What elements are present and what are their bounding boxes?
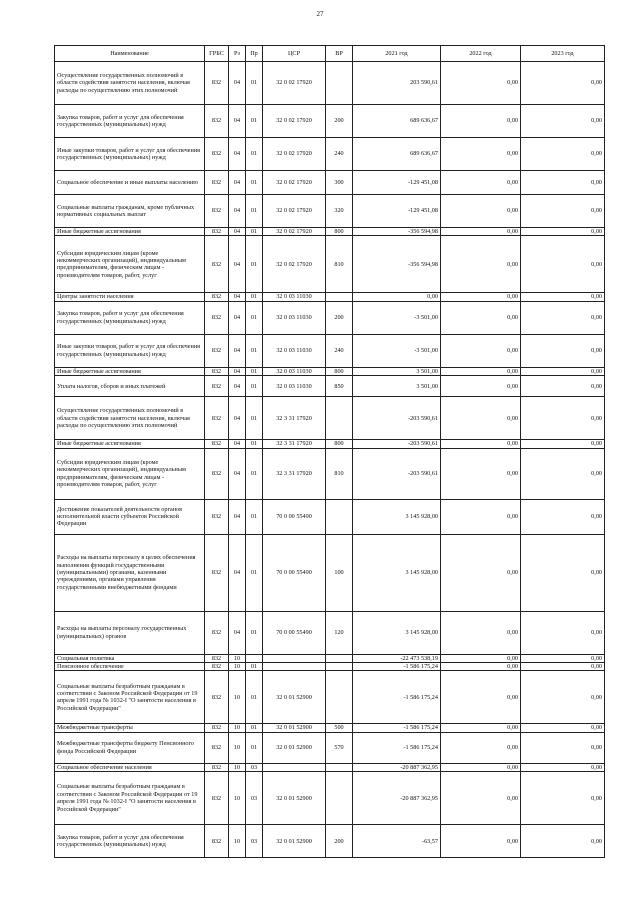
cell-grbs: 832 <box>205 334 229 367</box>
cell-rz: 04 <box>229 293 246 301</box>
cell-grbs: 832 <box>205 499 229 534</box>
cell-2023: 0,00 <box>521 376 605 397</box>
table-row <box>55 195 605 228</box>
cell-rz: 10 <box>229 825 246 858</box>
cell-vr: 100 <box>326 534 353 611</box>
cell-2022: 0,00 <box>441 654 521 662</box>
cell-pr: 01 <box>246 448 263 499</box>
cell-grbs: 832 <box>205 138 229 171</box>
cell-2021: -22 473 538,19 <box>353 654 441 662</box>
cell-2022: 0,00 <box>441 236 521 293</box>
table-row <box>55 171 605 195</box>
cell-2022: 0,00 <box>441 440 521 448</box>
cell-2022: 0,00 <box>441 825 521 858</box>
cell-name: Закупка товаров, работ и услуг для обеспечения государственных (муниципальных) нужд <box>55 105 205 138</box>
cell-name: Социальная политика <box>55 654 205 662</box>
cell-grbs: 832 <box>205 772 229 825</box>
cell-rz: 04 <box>229 611 246 654</box>
cell-csr: 32 0 02 17920 <box>263 195 326 228</box>
cell-grbs: 832 <box>205 724 229 732</box>
cell-name: Иные бюджетные ассигнования <box>55 440 205 448</box>
cell-2022: 0,00 <box>441 397 521 440</box>
cell-2022: 0,00 <box>441 763 521 771</box>
cell-grbs: 832 <box>205 301 229 334</box>
table-row <box>55 397 605 440</box>
cell-rz: 04 <box>229 62 246 105</box>
cell-rz: 10 <box>229 763 246 771</box>
cell-vr: 810 <box>326 448 353 499</box>
cell-pr: 01 <box>246 293 263 301</box>
col-header-2022: 2022 год <box>441 46 521 62</box>
cell-vr: 320 <box>326 195 353 228</box>
cell-rz: 10 <box>229 654 246 662</box>
cell-pr: 01 <box>246 499 263 534</box>
cell-vr: 200 <box>326 825 353 858</box>
cell-vr: 120 <box>326 611 353 654</box>
cell-rz: 04 <box>229 534 246 611</box>
cell-grbs: 832 <box>205 732 229 763</box>
cell-pr: 01 <box>246 138 263 171</box>
cell-vr <box>326 397 353 440</box>
cell-2021: -1 586 175,24 <box>353 732 441 763</box>
cell-grbs: 832 <box>205 62 229 105</box>
table-row <box>55 440 605 448</box>
cell-pr: 03 <box>246 825 263 858</box>
cell-name: Пенсионное обеспечение <box>55 663 205 671</box>
cell-name: Центры занятости населения <box>55 293 205 301</box>
cell-pr: 01 <box>246 724 263 732</box>
cell-name: Социальное обеспечение и иные выплаты населению <box>55 171 205 195</box>
cell-2021: -3 501,00 <box>353 334 441 367</box>
cell-grbs: 832 <box>205 376 229 397</box>
table-row <box>55 671 605 724</box>
cell-2023: 0,00 <box>521 825 605 858</box>
cell-csr <box>263 663 326 671</box>
cell-grbs: 832 <box>205 534 229 611</box>
cell-2023: 0,00 <box>521 671 605 724</box>
cell-grbs: 832 <box>205 611 229 654</box>
cell-2021: -356 594,98 <box>353 236 441 293</box>
cell-vr: 800 <box>326 440 353 448</box>
cell-2023: 0,00 <box>521 138 605 171</box>
cell-name: Иные закупки товаров, работ и услуг для обеспечения государственных (муниципальных) нужд <box>55 138 205 171</box>
cell-vr <box>326 62 353 105</box>
budget-table <box>54 45 605 858</box>
cell-grbs: 832 <box>205 228 229 236</box>
table-row <box>55 654 605 662</box>
cell-name: Уплата налогов, сборов и иных платежей <box>55 376 205 397</box>
cell-2023: 0,00 <box>521 732 605 763</box>
cell-rz: 04 <box>229 236 246 293</box>
cell-csr <box>263 763 326 771</box>
cell-vr <box>326 763 353 771</box>
cell-pr <box>246 654 263 662</box>
cell-csr: 32 0 01 52900 <box>263 772 326 825</box>
cell-2023: 0,00 <box>521 228 605 236</box>
cell-pr: 01 <box>246 671 263 724</box>
cell-pr: 01 <box>246 171 263 195</box>
cell-grbs: 832 <box>205 663 229 671</box>
cell-csr: 70 0 00 55490 <box>263 611 326 654</box>
cell-2021: 3 145 928,00 <box>353 534 441 611</box>
table-row <box>55 763 605 771</box>
cell-vr <box>326 293 353 301</box>
cell-2023: 0,00 <box>521 663 605 671</box>
cell-2023: 0,00 <box>521 105 605 138</box>
cell-rz: 04 <box>229 105 246 138</box>
cell-csr: 70 0 00 55490 <box>263 534 326 611</box>
cell-2023: 0,00 <box>521 440 605 448</box>
table-row <box>55 301 605 334</box>
cell-vr <box>326 671 353 724</box>
cell-csr: 32 0 02 17920 <box>263 228 326 236</box>
cell-2022: 0,00 <box>441 376 521 397</box>
cell-pr: 01 <box>246 105 263 138</box>
cell-grbs: 832 <box>205 397 229 440</box>
cell-pr: 01 <box>246 236 263 293</box>
col-header-rz: Рз <box>229 46 246 62</box>
cell-vr: 240 <box>326 334 353 367</box>
cell-2023: 0,00 <box>521 724 605 732</box>
cell-grbs: 832 <box>205 293 229 301</box>
cell-name: Закупка товаров, работ и услуг для обеспечения государственных (муниципальных) нужд <box>55 825 205 858</box>
cell-2022: 0,00 <box>441 171 521 195</box>
cell-csr: 32 3 31 17920 <box>263 448 326 499</box>
page-number: 27 <box>316 10 324 18</box>
table-row <box>55 611 605 654</box>
cell-2021: -20 887 362,95 <box>353 772 441 825</box>
cell-2021: -1 586 175,24 <box>353 724 441 732</box>
cell-2023: 0,00 <box>521 654 605 662</box>
cell-vr: 570 <box>326 732 353 763</box>
col-header-name: Наименование <box>55 46 205 62</box>
cell-pr: 01 <box>246 62 263 105</box>
table-row <box>55 138 605 171</box>
cell-name: Межбюджетные трансферты <box>55 724 205 732</box>
cell-csr: 32 0 03 11030 <box>263 334 326 367</box>
cell-2023: 0,00 <box>521 334 605 367</box>
cell-csr: 32 0 03 11030 <box>263 376 326 397</box>
cell-2023: 0,00 <box>521 397 605 440</box>
cell-pr: 01 <box>246 195 263 228</box>
cell-rz: 10 <box>229 663 246 671</box>
cell-name: Иные бюджетные ассигнования <box>55 367 205 375</box>
cell-pr: 01 <box>246 440 263 448</box>
cell-csr: 32 0 01 52900 <box>263 732 326 763</box>
table-row <box>55 772 605 825</box>
table-row <box>55 724 605 732</box>
cell-2023: 0,00 <box>521 763 605 771</box>
cell-grbs: 832 <box>205 195 229 228</box>
cell-csr: 32 0 03 11030 <box>263 367 326 375</box>
cell-grbs: 832 <box>205 105 229 138</box>
cell-2021: -356 594,98 <box>353 228 441 236</box>
cell-csr <box>263 654 326 662</box>
cell-2023: 0,00 <box>521 195 605 228</box>
cell-2022: 0,00 <box>441 772 521 825</box>
cell-2022: 0,00 <box>441 611 521 654</box>
cell-name: Субсидии юридическим лицам (кроме некоммерческих организаций), индивидуальным предпринимателям, физическим лицам - производителям товаров, работ, услуг <box>55 448 205 499</box>
cell-2022: 0,00 <box>441 228 521 236</box>
cell-rz: 10 <box>229 772 246 825</box>
cell-name: Осуществление государственных полномочий в области содействия занятости населения, включая расходы по осуществлению этих полномочий <box>55 62 205 105</box>
cell-vr <box>326 663 353 671</box>
table-row <box>55 376 605 397</box>
cell-csr: 32 0 02 17920 <box>263 62 326 105</box>
cell-rz: 10 <box>229 732 246 763</box>
table-row <box>55 334 605 367</box>
cell-name: Осуществление государственных полномочий в области содействия занятости населения, включая расходы по осуществлению этих полномочий <box>55 397 205 440</box>
cell-name: Социальные выплаты безработным гражданам в соответствии с Законом Российской Федерации от 19 апреля 1991 года № 1032-I "О занятости населения в Российской Федерации" <box>55 772 205 825</box>
cell-vr: 240 <box>326 138 353 171</box>
table-row <box>55 105 605 138</box>
table-row <box>55 663 605 671</box>
cell-grbs: 832 <box>205 236 229 293</box>
cell-grbs: 832 <box>205 367 229 375</box>
cell-name: Достижение показателей деятельности органов исполнительной власти субъектов Российской Федерации <box>55 499 205 534</box>
col-header-pr: Пр <box>246 46 263 62</box>
table-row <box>55 534 605 611</box>
cell-pr: 01 <box>246 732 263 763</box>
cell-pr: 01 <box>246 228 263 236</box>
cell-name: Социальное обеспечение населения <box>55 763 205 771</box>
cell-grbs: 832 <box>205 440 229 448</box>
cell-rz: 10 <box>229 724 246 732</box>
cell-rz: 04 <box>229 334 246 367</box>
cell-2021: 3 145 928,00 <box>353 499 441 534</box>
cell-2022: 0,00 <box>441 724 521 732</box>
table-body <box>55 62 605 858</box>
cell-2021: -20 887 362,95 <box>353 763 441 771</box>
cell-vr <box>326 772 353 825</box>
cell-2021: 3 501,00 <box>353 367 441 375</box>
cell-name: Социальные выплаты гражданам, кроме публичных нормативных социальных выплат <box>55 195 205 228</box>
cell-2022: 0,00 <box>441 499 521 534</box>
cell-rz: 04 <box>229 195 246 228</box>
cell-2022: 0,00 <box>441 534 521 611</box>
cell-pr: 01 <box>246 534 263 611</box>
cell-vr: 800 <box>326 367 353 375</box>
cell-rz: 04 <box>229 376 246 397</box>
cell-vr: 200 <box>326 105 353 138</box>
cell-rz: 04 <box>229 440 246 448</box>
cell-rz: 04 <box>229 448 246 499</box>
cell-vr: 500 <box>326 724 353 732</box>
cell-2021: -203 590,61 <box>353 448 441 499</box>
cell-grbs: 832 <box>205 448 229 499</box>
cell-2023: 0,00 <box>521 611 605 654</box>
cell-name: Закупка товаров, работ и услуг для обеспечения государственных (муниципальных) нужд <box>55 301 205 334</box>
col-header-csr: ЦСР <box>263 46 326 62</box>
cell-csr: 32 0 01 52900 <box>263 724 326 732</box>
col-header-grbs: ГРБС <box>205 46 229 62</box>
cell-2021: 3 145 928,00 <box>353 611 441 654</box>
cell-csr: 32 0 02 17920 <box>263 105 326 138</box>
cell-2022: 0,00 <box>441 301 521 334</box>
table-row <box>55 732 605 763</box>
cell-2023: 0,00 <box>521 499 605 534</box>
cell-2021: -1 586 175,24 <box>353 671 441 724</box>
cell-grbs: 832 <box>205 671 229 724</box>
col-header-2021: 2021 год <box>353 46 441 62</box>
cell-2021: 0,00 <box>353 293 441 301</box>
table-header-row <box>55 46 605 62</box>
cell-rz: 04 <box>229 301 246 334</box>
cell-grbs: 832 <box>205 825 229 858</box>
cell-2022: 0,00 <box>441 367 521 375</box>
cell-csr: 32 0 01 52900 <box>263 825 326 858</box>
col-header-2023: 2023 год <box>521 46 605 62</box>
cell-pr: 01 <box>246 397 263 440</box>
cell-pr: 01 <box>246 611 263 654</box>
cell-2022: 0,00 <box>441 671 521 724</box>
cell-2021: 3 501,00 <box>353 376 441 397</box>
cell-2021: -129 451,08 <box>353 195 441 228</box>
cell-2023: 0,00 <box>521 236 605 293</box>
cell-pr: 01 <box>246 367 263 375</box>
cell-2021: -203 590,61 <box>353 397 441 440</box>
cell-vr <box>326 499 353 534</box>
cell-2023: 0,00 <box>521 448 605 499</box>
cell-2021: -3 501,00 <box>353 301 441 334</box>
table-row <box>55 62 605 105</box>
cell-2021: 689 636,67 <box>353 138 441 171</box>
cell-2021: 203 590,61 <box>353 62 441 105</box>
cell-name: Иные закупки товаров, работ и услуг для обеспечения государственных (муниципальных) нужд <box>55 334 205 367</box>
cell-grbs: 832 <box>205 171 229 195</box>
cell-rz: 04 <box>229 397 246 440</box>
cell-2023: 0,00 <box>521 534 605 611</box>
cell-2021: -203 590,61 <box>353 440 441 448</box>
cell-rz: 04 <box>229 228 246 236</box>
col-header-vr: ВР <box>326 46 353 62</box>
cell-2021: -1 586 175,24 <box>353 663 441 671</box>
cell-csr: 32 0 01 52900 <box>263 671 326 724</box>
cell-2022: 0,00 <box>441 62 521 105</box>
cell-vr: 810 <box>326 236 353 293</box>
cell-2021: 689 636,67 <box>353 105 441 138</box>
cell-csr: 32 0 03 11030 <box>263 293 326 301</box>
cell-2022: 0,00 <box>441 293 521 301</box>
table-row <box>55 293 605 301</box>
cell-name: Социальные выплаты безработным гражданам в соответствии с Законом Российской Федерации от 19 апреля 1991 года № 1032-I "О занятости населения в Российской Федерации" <box>55 671 205 724</box>
cell-2023: 0,00 <box>521 301 605 334</box>
cell-csr: 32 3 31 17920 <box>263 397 326 440</box>
cell-name: Межбюджетные трансферты бюджету Пенсионного фонда Российской Федерации <box>55 732 205 763</box>
cell-pr: 01 <box>246 334 263 367</box>
cell-2022: 0,00 <box>441 105 521 138</box>
cell-csr: 32 0 02 17920 <box>263 138 326 171</box>
cell-2023: 0,00 <box>521 62 605 105</box>
table-row <box>55 236 605 293</box>
cell-2023: 0,00 <box>521 293 605 301</box>
cell-2022: 0,00 <box>441 663 521 671</box>
cell-2022: 0,00 <box>441 195 521 228</box>
cell-2022: 0,00 <box>441 732 521 763</box>
cell-vr <box>326 654 353 662</box>
cell-grbs: 832 <box>205 763 229 771</box>
cell-2021: -129 451,08 <box>353 171 441 195</box>
cell-2021: -63,57 <box>353 825 441 858</box>
table-row <box>55 367 605 375</box>
cell-csr: 32 0 02 17920 <box>263 236 326 293</box>
table-row <box>55 228 605 236</box>
cell-pr: 03 <box>246 763 263 771</box>
cell-grbs: 832 <box>205 654 229 662</box>
cell-name: Расходы на выплаты персоналу государственных (муниципальных) органов <box>55 611 205 654</box>
table-row <box>55 499 605 534</box>
cell-2023: 0,00 <box>521 367 605 375</box>
cell-rz: 04 <box>229 367 246 375</box>
table-row <box>55 448 605 499</box>
cell-csr: 32 0 02 17920 <box>263 171 326 195</box>
cell-csr: 32 3 31 17920 <box>263 440 326 448</box>
cell-2022: 0,00 <box>441 334 521 367</box>
cell-2023: 0,00 <box>521 772 605 825</box>
cell-pr: 01 <box>246 376 263 397</box>
cell-2022: 0,00 <box>441 138 521 171</box>
cell-vr: 200 <box>326 301 353 334</box>
cell-vr: 300 <box>326 171 353 195</box>
cell-name: Иные бюджетные ассигнования <box>55 228 205 236</box>
cell-csr: 70 0 00 55490 <box>263 499 326 534</box>
cell-2023: 0,00 <box>521 171 605 195</box>
cell-rz: 04 <box>229 171 246 195</box>
table-row <box>55 825 605 858</box>
cell-rz: 04 <box>229 138 246 171</box>
cell-vr: 800 <box>326 228 353 236</box>
cell-name: Расходы на выплаты персоналу в целях обеспечения выполнения функций государственными (муниципальными) органами, казенными учреждениями, органами управления государственными внебюджетными фондами <box>55 534 205 611</box>
cell-rz: 04 <box>229 499 246 534</box>
cell-csr: 32 0 03 11030 <box>263 301 326 334</box>
cell-name: Субсидии юридическим лицам (кроме некоммерческих организаций), индивидуальным предпринимателям, физическим лицам - производителям товаров, работ, услуг <box>55 236 205 293</box>
cell-vr: 850 <box>326 376 353 397</box>
cell-2022: 0,00 <box>441 448 521 499</box>
cell-pr: 01 <box>246 663 263 671</box>
cell-pr: 03 <box>246 772 263 825</box>
cell-rz: 10 <box>229 671 246 724</box>
cell-pr: 01 <box>246 301 263 334</box>
